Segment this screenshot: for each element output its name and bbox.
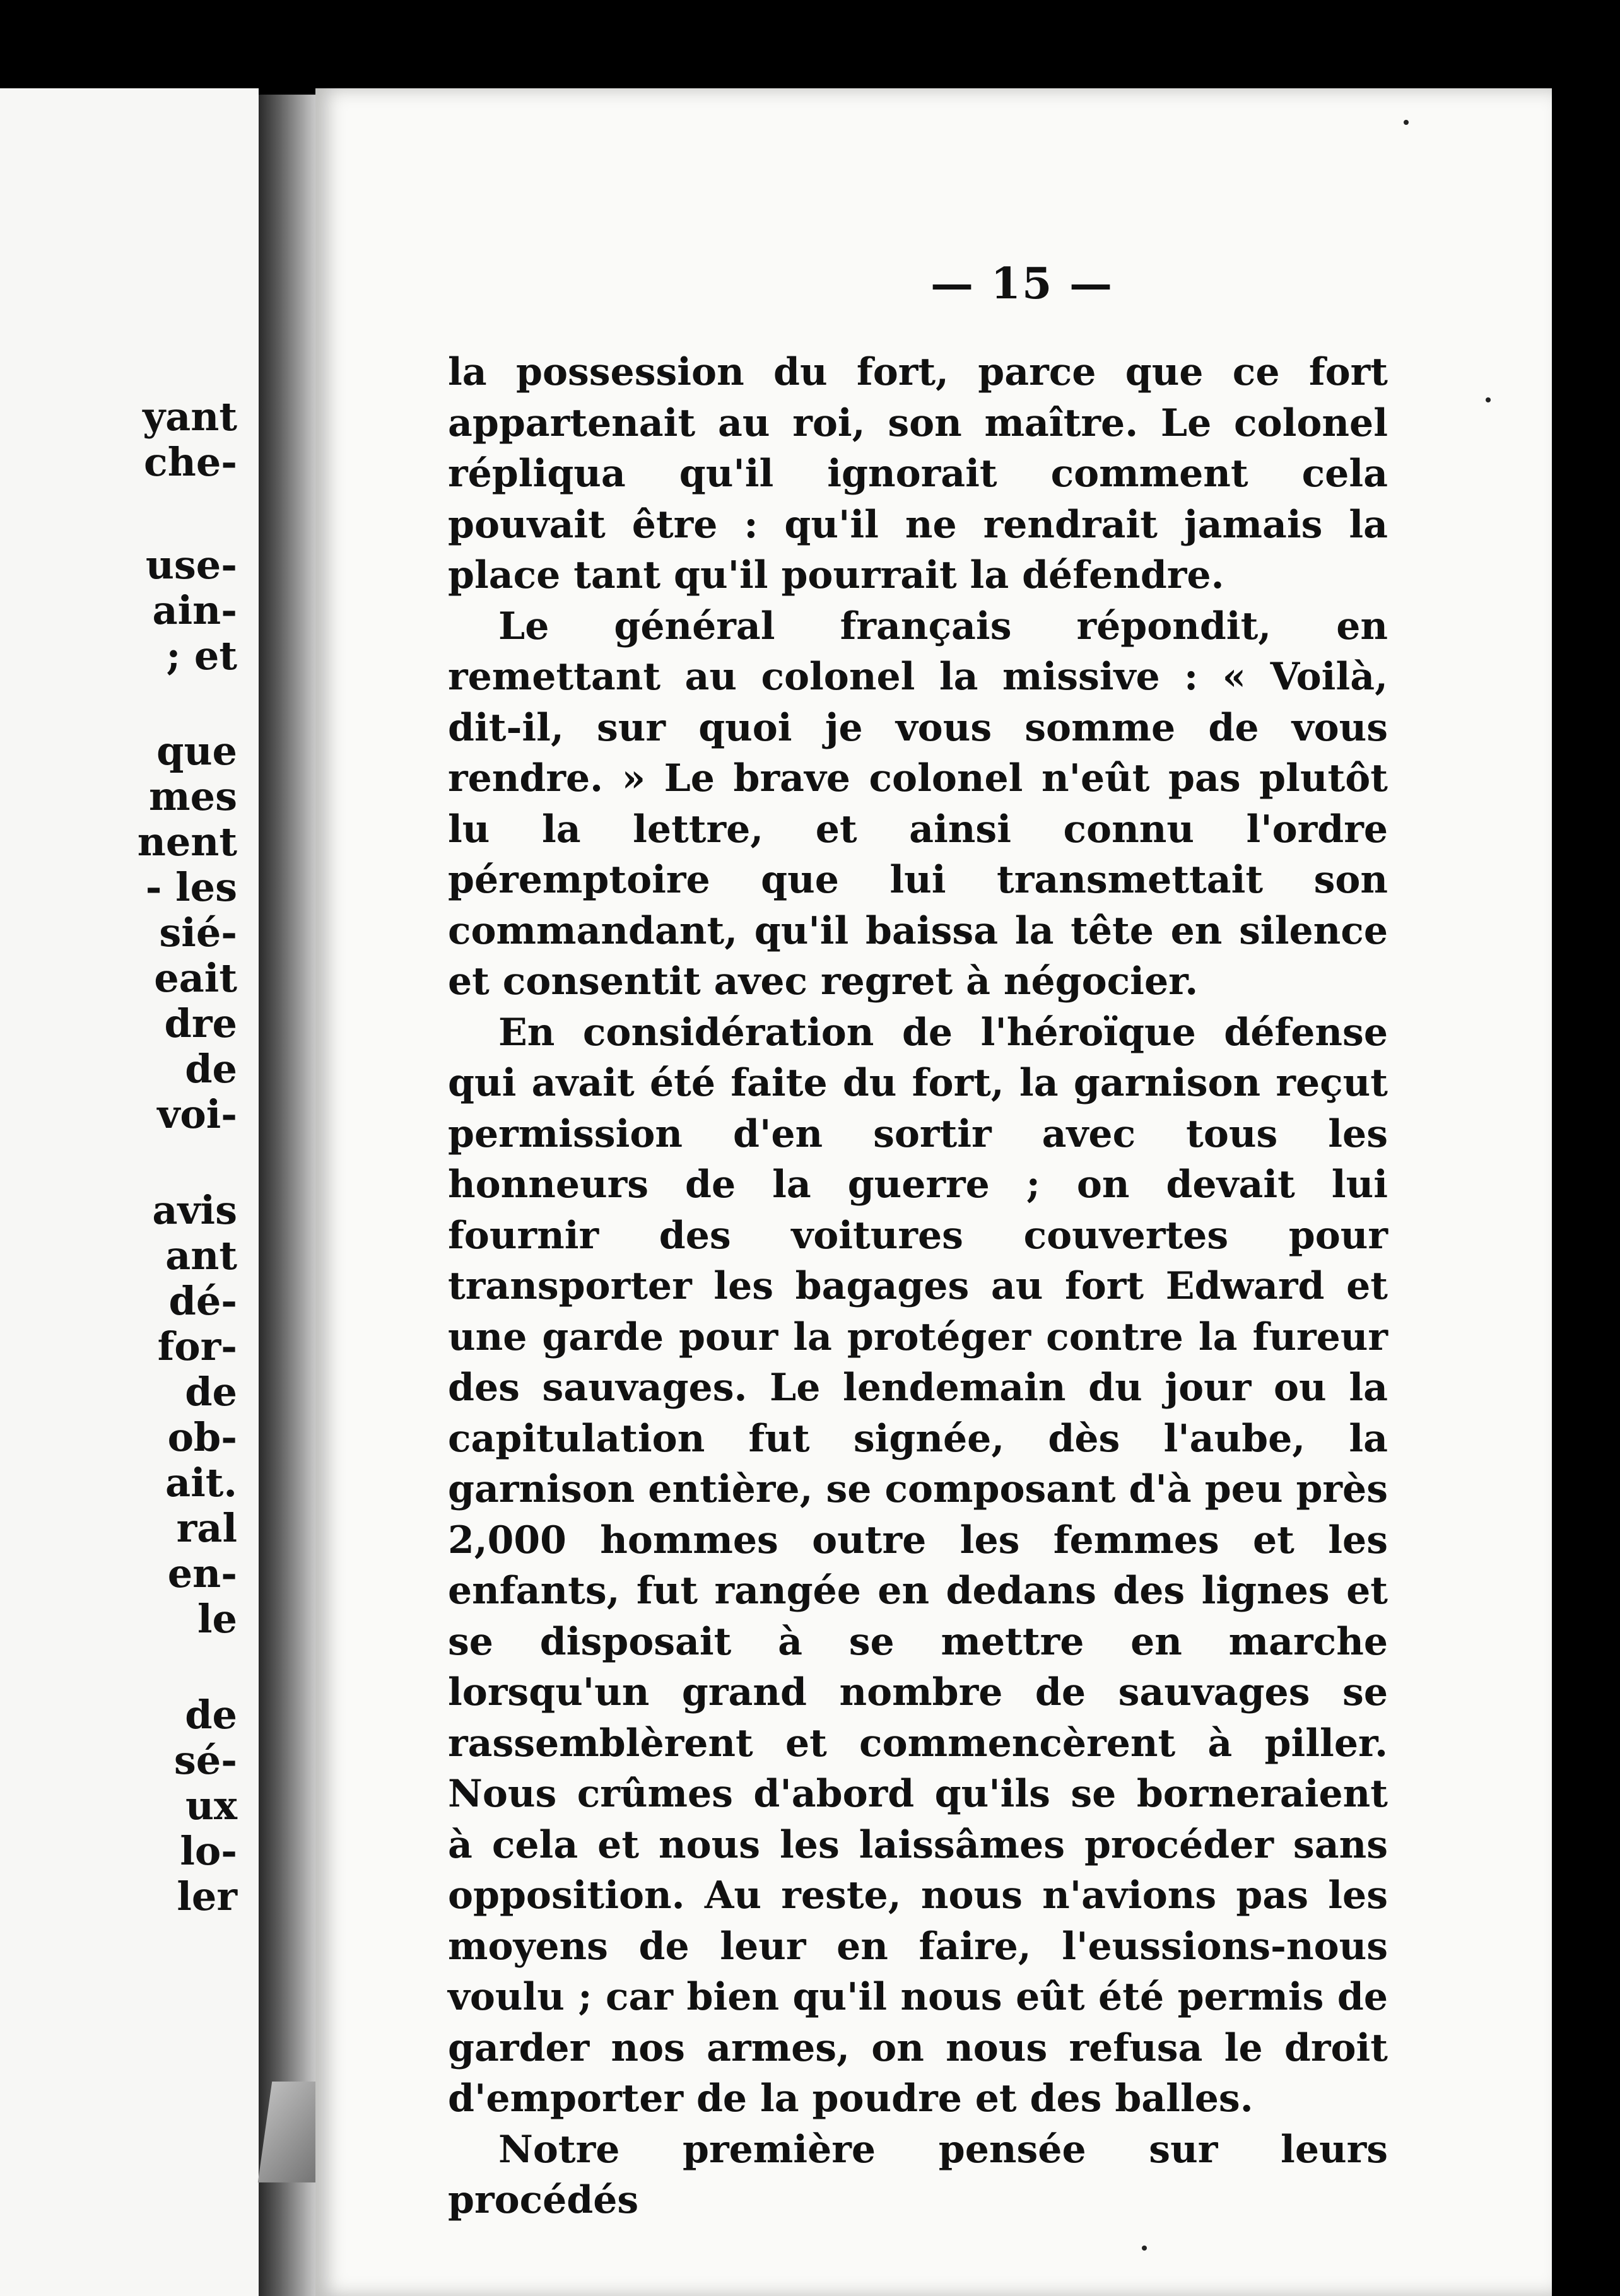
left-fragment-line: for- xyxy=(157,1323,237,1369)
left-fragment-line: ux xyxy=(185,1783,237,1829)
left-fragment-line: sié- xyxy=(159,910,237,956)
paragraph: Le général français répondit, en remettant au colonel la missive : « Voilà, dit-il, sur quoi je vous somme de vous rendre. » Le brave colonel n'eût pas plutôt lu la lettre, et ainsi connu l'ordre péremptoire que lui transmettait son commandant, qu'il baissa la tête en silence et consentit avec regret à négocier. xyxy=(448,604,1388,1004)
left-fragment-line: eait xyxy=(154,955,237,1001)
scan-speck xyxy=(1142,2246,1147,2251)
left-fragment-line: ob- xyxy=(167,1414,237,1460)
left-fragment-line: use- xyxy=(145,542,237,588)
left-fragment-line: ; et xyxy=(166,633,237,679)
left-page-fragment xyxy=(0,88,259,2296)
left-fragment-line: que xyxy=(156,728,237,774)
paragraph: Notre première pensée sur leurs procédés xyxy=(448,2127,1388,2222)
paragraph: En considération de l'héroïque défense qui avait été faite du fort, la garnison reçut permission d'en sortir avec tous les honneurs de la guerre ; on devait lui fournir des voitures couvertes pour transporter les bagages au fort Edward et une garde pour la protéger contre la fureur des sauvages. Le lendemain du jour ou la capitulation fut signée, dès l'aube, la garnison entière, se composant d'à peu près 2,000 hommes outre les femmes et les enfants, fut rangée en dedans des lignes et se disposait à se mettre en marche lorsqu'un grand nombre de sauvages se rassemblèrent et commencèrent à piller. Nous crûmes d'abord qu'ils se borneraient à cela et nous les laissâmes procéder sans opposition. Au reste, nous n'avions pas les moyens de leur en faire, l'eussions-nous voulu ; car bien qu'il nous eût été permis de garder nos armes, on nous refusa le droit d'emporter de la poudre et des balles. xyxy=(448,1010,1388,2121)
left-fragment-line: - les xyxy=(145,864,237,910)
left-fragment-line: de xyxy=(185,1369,237,1415)
left-fragment-line: mes xyxy=(149,773,237,819)
left-fragment-line: nent xyxy=(137,819,237,865)
scan-speck xyxy=(1486,397,1491,402)
left-fragment-line: dre xyxy=(164,1000,237,1046)
page-body-text xyxy=(448,347,1388,2226)
left-fragment-line: lo- xyxy=(180,1828,237,1874)
right-page xyxy=(315,88,1552,2296)
left-fragment-line: che- xyxy=(143,439,237,485)
left-fragment-line: dé- xyxy=(168,1278,237,1324)
book-gutter-shadow xyxy=(259,95,322,2296)
left-fragment-line: en- xyxy=(167,1550,237,1596)
left-fragment-line: ler xyxy=(177,1873,237,1919)
left-fragment-line: voi- xyxy=(157,1091,237,1137)
left-fragment-line: sé- xyxy=(173,1737,237,1783)
left-fragment-line: de xyxy=(185,1046,237,1092)
left-fragment-line: ain- xyxy=(152,587,237,633)
left-fragment-line: yant xyxy=(143,394,237,440)
scan-speck xyxy=(1404,120,1409,125)
left-fragment-line: de xyxy=(185,1692,237,1738)
left-fragment-line: le xyxy=(197,1596,237,1642)
left-fragment-line: ait. xyxy=(165,1460,237,1506)
left-fragment-line: ant xyxy=(165,1233,237,1279)
left-fragment-line: avis xyxy=(152,1187,237,1233)
left-fragment-line: ral xyxy=(176,1505,237,1551)
paragraph: la possession du fort, parce que ce fort appartenait au roi, son maître. Le colonel répliqua qu'il ignorait comment cela pouvait être : qu'il ne rendrait jamais la place tant qu'il pourrait la défendre. xyxy=(448,350,1388,597)
page-number: — 15 — xyxy=(930,259,1113,309)
